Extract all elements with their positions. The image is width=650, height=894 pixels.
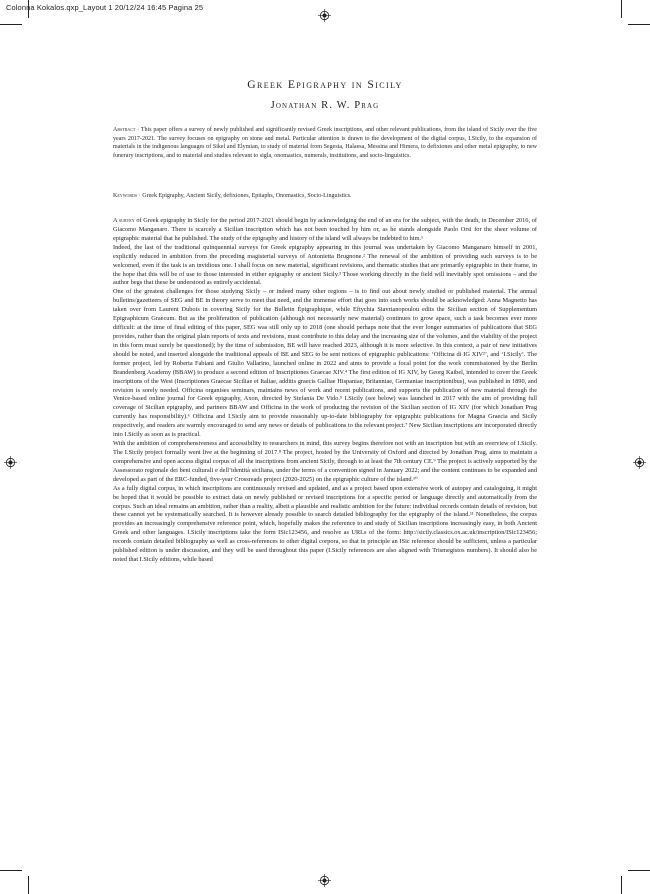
registration-mark-right xyxy=(633,456,646,469)
body-paragraph xyxy=(113,217,537,244)
crop-mark xyxy=(0,24,22,25)
body-paragraph: With the ambition of comprehensiveness and accessibility to researchers in mind, this survey begins therefore not with an inscription but with an overview of I.Sicily. The I.Sicily project formally went live at the beginning of 2017.⁸ The project, hosted by the University of Oxford and directed by Jonathan Prag, aims to maintain a comprehensive and open access digital corpus of all the inscriptions from ancient Sicily, through to at least the 7th century CE.⁹ The project is actively supported by the Assessorato regionale dei beni culturali e dell’identità siciliana, under the terms of a convention signed in January 2022; and the content continues to be expanded and developed as part of the ERC-funded, five-year Crossreads project (2020-2025) on the epigraphic culture of the island.¹⁰ xyxy=(113,440,537,483)
article-body xyxy=(113,217,537,565)
crop-mark xyxy=(621,876,622,894)
abstract: Abstract · This paper offers a survey of newly published and significantly revised Greek inscriptions, and other relevant publications, from the island of Sicily over the five years 2017-2021. The survey focuses on epigraphy on stone and metal. Particular attention is drawn to the development of the digital corpus, I.Sicily, to the expansion of materials in the indigenous languages of Sikel and Elymian, to study of material from Segesta, Halaesa, Messina and Himera, to defixiones and other metal epigraphy, to new funerary inscriptions, and to material and studies relevant to sigla, onomastics, numerals, institutions, and socio-linguistics. xyxy=(113,127,537,159)
print-slug: Colonna Kokalos.qxp_Layout 1 20/12/24 16:45 Pagina 25 xyxy=(6,3,204,12)
abstract-label: Abstract xyxy=(113,127,136,133)
registration-mark-top xyxy=(318,9,331,22)
paper-author: Jonathan R. W. Prag xyxy=(270,100,380,111)
paper-title: Greek Epigraphy in Sicily xyxy=(247,78,403,91)
crop-mark xyxy=(0,870,22,871)
body-paragraph: As a fully digital corpus, in which inscriptions are continuously revised and updated, and as a project based upon extensive work of autopsy and cataloguing, it might be hoped that it would be possible to extract data on newly published or revised inscriptions for a specific period or language directly and automatically from the corpus. Such an ideal remains an ambition, rather than a reality, albeit a plausible and realistic ambition for the future: individual records contain details of revision, but these cannot yet be systematically searched. It is however already possible to search detailed bibliography for the epigraphy of the island.¹¹ Nonetheless, the corpus provides an increasingly comprehensive reference point, which, hopefully makes the reference to and study of Sicilian inscriptions increasingly easy, in both Ancient Greek and other languages. I.Sicily inscriptions take the form ISic123456, and resolve as URLs of the form: http://sicily.classics.ox.ac.uk/inscription/ISic123456; records contain detailed bibliography as well as cross-references to other digital corpora, so that in principle an ISic reference should be sufficient, unless a particular published edition is under discussion, and they will be used throughout this paper (I.Sicily references are also aligned with Trismegistos numbers). It should also be noted that I.Sicily editions, while based xyxy=(113,484,537,564)
registration-mark-left xyxy=(4,456,17,469)
paragraph-text: of Greek epigraphy in Sicily for the period 2017-2021 should begin by acknowledging the end of an era for the subject, with the death, in December 2016, of Giacomo Manganaro. There is scarcely a Sicilian inscription which has not been touched by him or, as he stands alongside Paolo Orsi for the sheer volume of epigraphic material that he published. The study of the epigraphy and history of the island will always be indebted to him.¹ xyxy=(113,217,538,242)
keywords-label: Keywords xyxy=(113,193,138,199)
keywords-text: Greek Epigraphy, Ancient Sicily, defixiones, Epitaphs, Onomastics, Socio-Linguistics. xyxy=(142,193,352,199)
paragraph-lead: A survey xyxy=(113,217,135,224)
body-paragraph: Indeed, the last of the traditional quinquennial surveys for Greek epigraphy appearing in this journal was undertaken by Giacomo Manganaro himself in 2001, explicitly reduced in ambition from the preceding magisterial surveys of Antonietta Brugnone.² The renewal of the ambition of providing such surveys is to be welcomed, even if the task is an invidious one. I shall focus on new material, significant revisions, and thematic studies that are primarily epigraphic in their frame, in the hope that this will be of use to those interested in either epigraphy or ancient Sicily.³ Those working directly in the field will inevitably spot omissions – and the author begs that these be understood as entirely accidental. xyxy=(113,243,537,287)
crop-mark xyxy=(28,876,29,894)
crop-mark xyxy=(628,24,650,25)
keywords: Keywords · Greek Epigraphy, Ancient Sicily, defixiones, Epitaphs, Onomastics, Socio-Linguistics. xyxy=(113,193,352,199)
registration-mark-bottom xyxy=(318,874,331,887)
abstract-text: This paper offers a survey of newly published and significantly revised Greek inscriptions, and other relevant publications, from the island of Sicily over the five years 2017-2021. The survey focuses on epigraphy on stone and metal. Particular attention is drawn to the development of the digital corpus, I.Sicily, to the expansion of materials in the indigenous languages of Sikel and Elymian, to study of material from Segesta, Halaesa, Messina and Himera, to defixiones and other metal epigraphy, to new funerary inscriptions, and to material and studies relevant to sigla, onomastics, numerals, institutions, and socio-linguistics. xyxy=(113,127,537,159)
crop-mark xyxy=(621,0,622,18)
crop-mark xyxy=(28,0,29,18)
body-paragraph: One of the greatest challenges for those studying Sicily – or indeed many other regions – is to find out about newly studied or published material. The annual bulletins/gazetteers of SEG and BE in theory serve to meet that need, and the immense effort that goes into such works should be acknowledged: Anna Magnetto has taken over from Laurent Dubois in covering Sicily for the Bulletin Épigraphique, while Eftychia Stavrianopoulou edits the Sicilian section of Supplementum Epigraphicum Graecum. But as the proliferation of publication (although not necessarily new material) continues to grow apace, such a task becomes ever more difficult: at the time of final editing of this paper, SEG was still only up to 2018 (one should perhaps note that the ever longer summaries of publications that SEG provides, rather than the original plain reports of texts and revisions, must contribute to this delay and the increasing size of the volumes, and the viability of the project in this form must surely be questioned); by the time of submission, BE will have reached 2023, although it is more selective. In this context, a pair of new initiatives should be noted, and inserted alongside the traditional appeals of BE and SEG to be sent notices of epigraphic publications: ‘Officina di IG XIV²’, and ‘I.Sicily’. The former project, led by Roberta Fabiani and Giulio Vallarino, launched online in 2022 and aims to provide a focal point for the work commissioned by the Berlin Brandenberg Academy (BBAW) to produce a second edition of Inscriptiones Graecae XIV.⁴ The first edition of IG XIV, by Georg Kaibel, intended to cover the Greek inscriptions of the West (Inscriptiones Graecae Siciliae et Italiae, additis graecis Galliae Hispaniae, Britanniae, Germaniae inscriptionibus), was published in 1890, and revision is sorely needed. Officina organises seminars, maintains news of work and recent publications, and supports the publication of new material through the Venice-based online journal for Greek epigraphy, Axon, directed by Stefania De Vido.⁵ I.Sicily (see below) was launched in 2017 with the aim of providing full coverage of Sicilian epigraphy, and partners BBAW and Officina in the work of producing the revision of the Sicilian section of IG XIV (for which Jonathan Prag currently has responsibility).⁶ Officina and I.Sicily aim to provide reasonably up-to-date bibliography for epigraphic publications for Magna Graecia and Sicily respectively, and readers are warmly encouraged to send any news or details of publications to the relevant project.⁷ New Sicilian inscriptions are incorporated directly into I.Sicily as soon as is practical. xyxy=(113,288,537,439)
crop-mark xyxy=(628,870,650,871)
